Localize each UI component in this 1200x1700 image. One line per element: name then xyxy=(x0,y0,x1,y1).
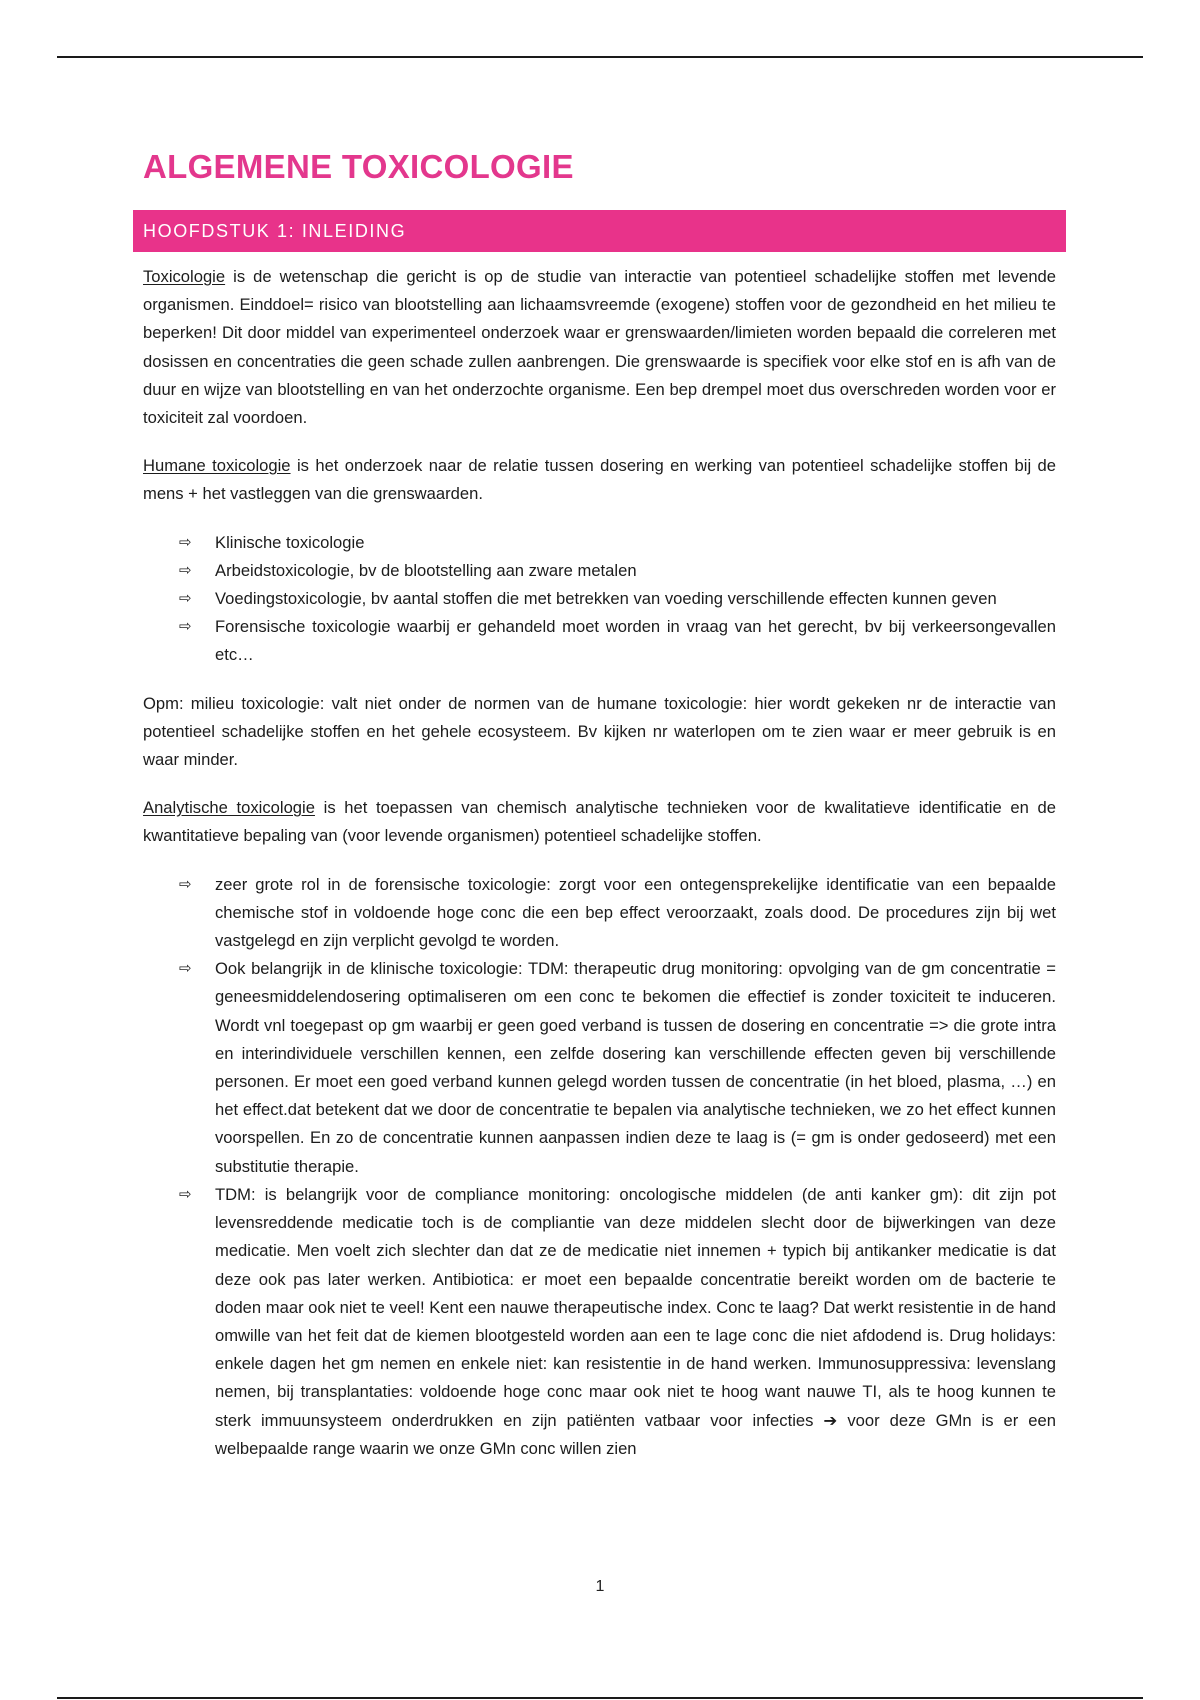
arrow-icon: ⇨ xyxy=(179,875,192,893)
arrow-icon: ⇨ xyxy=(179,960,192,978)
document-title: ALGEMENE TOXICOLOGIE xyxy=(143,148,574,185)
chapter-heading: HOOFDSTUK 1: INLEIDING xyxy=(133,210,1066,252)
term-analytische-toxicologie: Analytische toxicologie xyxy=(143,798,315,818)
list-item: ⇨ TDM: is belangrijk voor de compliance monitoring: oncologische middelen (de anti kanker gm): dit zijn pot levensreddende medicatie toch is de compliantie van deze middelen slecht door de bijwerkingen van deze medicatie. Men voelt zich slechter dan dat ze de medicatie niet innemen + typich bij antikanker medicatie is dat deze ook pas later werken. Antibiotica: er moet een bepaalde concentratie bereikt worden om de bacterie te doden maar ook niet te veel! Kent een nauwe therapeutische index. Conc te laag? Dat werkt resistentie in de hand omwille van het feit dat de kiemen blootgesteld worden aan een te lage conc die niet afdodend is. Drug holidays: enkele dagen het gm nemen en enkele niet: kan resistentie in de hand werken. Immunosuppressiva: levenslang nemen, bij transplantaties: voldoende hoge conc maar ook niet te hoog want nauwe TI, als te hoog kunnen te sterk immuunsysteem onderdrukken en zijn patiënten vatbaar voor infecties ➔ voor deze GMn is er een welbepaalde range waarin we onze GMn conc willen zien xyxy=(143,1181,1056,1463)
term-humane-toxicologie: Humane toxicologie xyxy=(143,456,291,476)
toxicology-types-list xyxy=(143,529,1056,670)
list-item: ⇨ Voedingstoxicologie, bv aantal stoffen die met betrekken van voeding verschillende effecten kunnen geven xyxy=(143,585,1056,613)
document-body xyxy=(143,263,1056,1483)
analytical-roles-list xyxy=(143,871,1056,1463)
page-number: 1 xyxy=(595,1578,605,1595)
arrow-icon: ⇨ xyxy=(179,590,192,608)
list-item: ⇨ Arbeidstoxicologie, bv de blootstelling aan zware metalen xyxy=(143,557,1056,585)
paragraph-text: is de wetenschap die gericht is op de studie van interactie van potentieel schadelijke stoffen met levende organismen. Einddoel= risico van blootstelling aan lichaamsvreemde (exogene) stoffen voor de gezondheid en het milieu te beperken! Dit door middel van experimenteel onderzoek waar er grenswaarden/limieten worden bepaald die correleren met dosissen en concentraties die geen schade zullen aanbrengen. Die grenswaarde is specifiek voor elke stof en is afh van de duur en wijze van blootstelling en van het onderzochte organisme. Een bep drempel moet dus overschreden worden voor er toxiciteit zal voordoen. xyxy=(143,267,1056,428)
paragraph-humane-toxicologie xyxy=(143,452,1056,508)
footer-rule xyxy=(57,1697,1143,1699)
paragraph-toxicologie xyxy=(143,263,1056,432)
paragraph-text: is het onderzoek naar de relatie tussen dosering en werking van potentieel schadelijke stoffen bij de mens + het vastleggen van die grenswaarden. xyxy=(143,456,1056,504)
arrow-icon: ⇨ xyxy=(179,533,192,551)
paragraph-text: is het toepassen van chemisch analytische technieken voor de kwalitatieve identificatie en de kwantitatieve bepaling van (voor levende organismen) potentieel schadelijke stoffen. xyxy=(143,798,1057,846)
list-item: ⇨ Forensische toxicologie waarbij er gehandeld moet worden in vraag van het gerecht, bv bij verkeersongevallen etc… xyxy=(143,613,1056,669)
list-item: ⇨ Ook belangrijk in de klinische toxicologie: TDM: therapeutic drug monitoring: opvolging van de gm concentratie = geneesmiddelendosering optimaliseren om een conc te bekomen die effectief is zonder toxiciteit te induceren. Wordt vnl toegepast op gm waarbij er geen goed verband is tussen de dosering en concentratie => die grote intra en interindividuele verschillen kennen, een zelfde dosering kan verschillende effecten geven bij verschillende personen. Er moet een goed verband kunnen gelegd worden tussen de concentratie (in het bloed, plasma, …) en het effect.dat betekent dat we door de concentratie te bepalen via analytische technieken, we zo het effect kunnen voorspellen. En zo de concentratie kunnen aanpassen indien deze te laag is (= gm is onder gedoseerd) met een substitutie therapie. xyxy=(143,955,1056,1181)
term-toxicologie: Toxicologie xyxy=(143,267,226,286)
paragraph-milieu-toxicologie: Opm: milieu toxicologie: valt niet onder de normen van de humane toxicologie: hier wordt gekeken nr de interactie van potentieel schadelijke stoffen en het gehele ecosysteem. Bv kijken nr waterlopen om te zien waar er meer gebruik is en waar minder. xyxy=(143,693,1056,770)
arrow-icon: ⇨ xyxy=(179,1185,192,1203)
arrow-icon: ⇨ xyxy=(179,561,192,579)
header-rule xyxy=(57,56,1143,58)
list-item: ⇨ zeer grote rol in de forensische toxicologie: zorgt voor een ontegensprekelijke identificatie van een bepaalde chemische stof in voldoende hoge conc die een bep effect veroorzaakt, zoals dood. De procedures zijn bij wet vastgelegd en zijn verplicht gevolgd te worden. xyxy=(143,871,1056,956)
paragraph-analytische-toxicologie xyxy=(143,794,1056,850)
page-content xyxy=(143,144,1057,1458)
arrow-icon: ⇨ xyxy=(179,618,192,636)
list-item: ⇨ Klinische toxicologie xyxy=(143,529,1056,557)
